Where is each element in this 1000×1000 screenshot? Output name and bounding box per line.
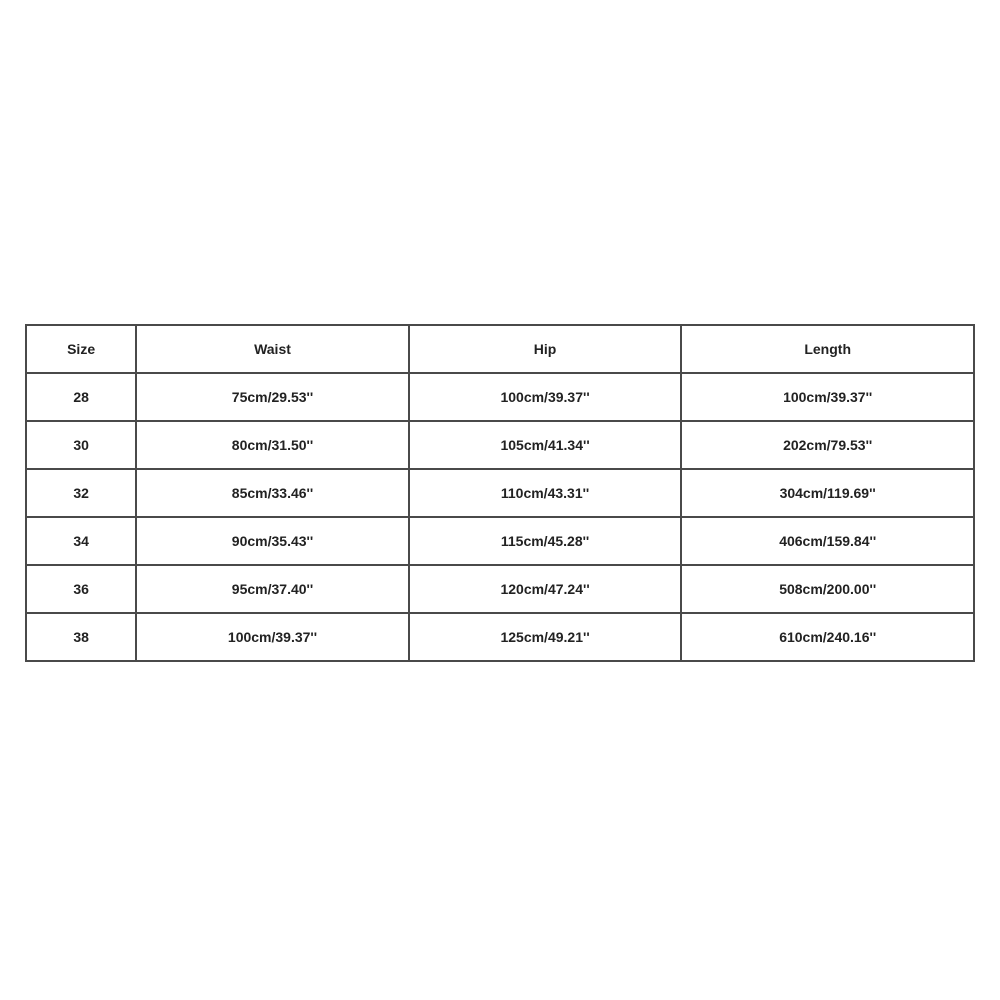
size-chart-table — [25, 324, 975, 662]
header-waist: Waist — [136, 325, 409, 373]
header-hip: Hip — [409, 325, 682, 373]
cell-hip: 105cm/41.34'' — [409, 421, 682, 469]
cell-waist: 85cm/33.46'' — [136, 469, 409, 517]
cell-length: 406cm/159.84'' — [681, 517, 974, 565]
cell-hip: 115cm/45.28'' — [409, 517, 682, 565]
cell-length: 508cm/200.00'' — [681, 565, 974, 613]
cell-waist: 90cm/35.43'' — [136, 517, 409, 565]
cell-hip: 120cm/47.24'' — [409, 565, 682, 613]
cell-waist: 100cm/39.37'' — [136, 613, 409, 661]
table-row — [26, 469, 974, 517]
cell-size: 32 — [26, 469, 136, 517]
cell-length: 304cm/119.69'' — [681, 469, 974, 517]
table-row — [26, 373, 974, 421]
cell-size: 34 — [26, 517, 136, 565]
cell-waist: 75cm/29.53'' — [136, 373, 409, 421]
cell-hip: 125cm/49.21'' — [409, 613, 682, 661]
table-row — [26, 613, 974, 661]
cell-hip: 100cm/39.37'' — [409, 373, 682, 421]
header-length: Length — [681, 325, 974, 373]
cell-size: 38 — [26, 613, 136, 661]
cell-length: 202cm/79.53'' — [681, 421, 974, 469]
cell-waist: 95cm/37.40'' — [136, 565, 409, 613]
cell-hip: 110cm/43.31'' — [409, 469, 682, 517]
cell-size: 36 — [26, 565, 136, 613]
table-header-row — [26, 325, 974, 373]
table-row — [26, 517, 974, 565]
table-row — [26, 565, 974, 613]
cell-size: 30 — [26, 421, 136, 469]
table-row — [26, 421, 974, 469]
cell-length: 100cm/39.37'' — [681, 373, 974, 421]
header-size: Size — [26, 325, 136, 373]
cell-waist: 80cm/31.50'' — [136, 421, 409, 469]
cell-length: 610cm/240.16'' — [681, 613, 974, 661]
cell-size: 28 — [26, 373, 136, 421]
